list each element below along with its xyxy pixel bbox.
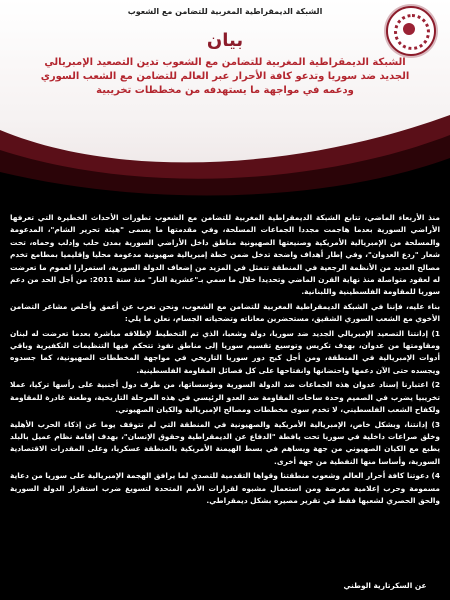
statement-body [10,212,440,509]
statement-paragraph: بناء عليه، فإننا في الشبكة الديمقراطية المغربية للتضامن مع الشعوب، ونحن نعرب عن أعمق وأخلص مشاعر التضامن الأخوي مع الشعب السوري الشقيق، مستحضرين معاناته وتضحياته الجسام، نعلن ما يلي: [10,301,440,324]
signature-block [330,580,440,591]
document-subtitle: الشبكة الديمقراطية المغربية للتضامن مع الشعوب تدين التصعيد الإمبريالي الجديد ضد سوريا وتدعو كافة الأحرار عبر العالم للتضامن مع الشعب السوري ودعمه في مواجهة ما يستهدفه من مخططات تخريبية [40,57,410,96]
organization-name: الشبكة الديمقراطية المغربية للتضامن مع الشعوب [127,6,323,16]
statement-paragraph: 3) إدانتنا، وبشكل خاص، الإمبريالية الأمريكية والصهيونية في المنطقة التي لم تتوقف يوما عن إذكاء الحرب الأهلية وخلق صراعات داخلية في سوريا تحت يافطة "الدفاع عن الديمقراطية وحقوق الإنسان"، بهدف إقامة نظام عميل بالبلد يطبع مع الكيان الصهيوني من جهة ويساهم في بسط الهيمنة الأمريكية بالمنطقة عسكريا، وعلى المقدرات الاقتصادية السورية، وأساسا منها النفطية من جهة أخرى. [10,419,440,466]
statement-paragraph: 4) دعوتنا كافة أحرار العالم وشعوب منطقتنا وقواها التقدمية للتصدي لما يرافق الهجمة الإمبريالية على سوريا من دعاية مسمومة وحرب إعلامية مغرضة ومن استعمال مشبوه لقرارات الأمم المتحدة لتسويغ ضرب استقرار الدولة السورية والحق الحصري لشعبها فقط في تقرير مصيره بشكل ديمقراطي. [10,471,440,505]
signature-line: عن السكرتارية الوطني [343,581,427,590]
document-header [0,0,450,210]
organization-banner [0,0,450,22]
statement-paragraph: 1) إدانتنا التصعيد الإمبريالي الجديد ضد سوريا، دولة وشعبا، الذي تم التخطيط لإطلاقه مباشرة بعدما تعرضت له لبنان ومقاومتها من عدوان، بهدف تكريس وتوسيع تقسيم سوريا إلى مناطق نفوذ تتحكم فيها التنظيمات التكفيرية وباقي أدوات الإمبريالية في المنطقة، ومن أجل كبح دور سوريا التاريخي في مواجهة المخططات الصهيونية، كما جسدوه ويجسده حتى الآن دعمها واحتضانها وانفتاحها على كل فصائل المقاومة الفلسطينية. [10,328,440,375]
statement-paragraph: منذ الأربعاء الماضي، تتابع الشبكة الديمقراطية المغربية للتضامن مع الشعوب تطورات الأحداث الخطيرة التي تعرفها الأراضي السورية بعدما هاجمت مجددا الجماعات المسلحة، وفي مقدمتها ما يسمى "هيئة تحرير الشام"، المدعومة والمسلحة من الإمبريالية الأمريكية وصنيعتها الصهيونية مناطق داخل الأراضي السورية بمدن حلب وإدلب وحماه، تحت شعار "ردع العدوان"، وفي إطار أهداف واضحة تدخل ضمن خطة إمبريالية صهيونية مدعومة محليا وإقليميا بمطامع تخدم مصالح العديد من الأنظمة الرجعية في المنطقة تتمثل في المزيد من إضعاف الدولة السورية، استمرارا لعموم ما تعرضت له لعقود متواصلة منذ نهاية القرن الماضي وتحديدا خلال ما سمي بـ"عشرية النار" منذ سنة 2011: من أجل الحد من دعم سوريا للمقاومة الفلسطينية واللبنانية. [10,213,440,297]
statement-paragraph: 2) اعتبارنا إسناد عدوان هذه الجماعات ضد الدولة السورية ومؤسساتها، من طرف دول أجنبية على رأسها تركيا، عملا تخريبيا يضرب في الصميم وحدة ساحات المقاومة ضد العدو الرئيسي في هذه المرحلة التاريخية، وطعنة غادرة للمقاومة ولكفاح الشعب الفلسطيني، لا تخدم سوى مخططات ومصالح الإمبريالية والكيان الصهيوني. [10,380,440,415]
document-title: بيان [206,30,244,51]
header-swoosh-decoration [0,110,450,210]
